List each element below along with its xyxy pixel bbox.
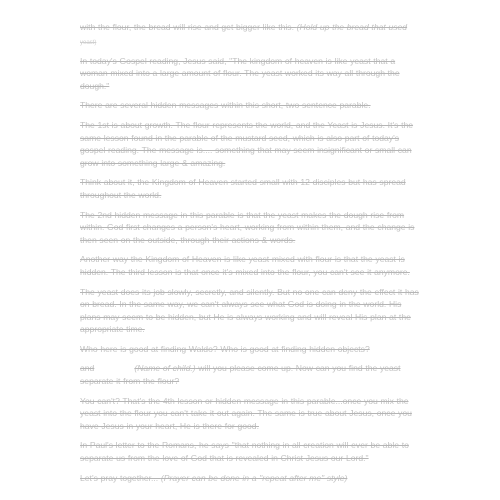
prayer-direction: (Prayer can be done in a "repeat after me" style) (160, 472, 348, 483)
paragraph-growth: The 1st is about growth. The flour represents the world, and the Yeast is Jesus. It's the same lesson found in the parable of the mustard seed, which is also part of today's gospel reading. The message is.... something that may seem insignificant or small can grow into something large & amazing. (80, 119, 414, 168)
paragraph-child-volunteer (80, 362, 422, 387)
yeast-note: yeast) (80, 39, 97, 46)
paragraph-gospel-reading: In today's Gospel reading, Jesus said, "The kingdom of heaven is like yeast that a woman mixed into a large amount of flour. The yeast worked its way all through the dough." (80, 55, 400, 91)
child-volunteer-and: and (80, 363, 95, 374)
prayer-text: Let's pray together... (80, 472, 161, 483)
bread-intro-text: with the flour, the bread will rise and get bigger like this. (80, 22, 297, 32)
paragraph-romans: In Paul's letter to the Romans, he says "that nothing in all creation will ever be able to separate us from the love of God that is revealed in Christ Jesus our Lord." (80, 440, 409, 464)
paragraph-disciples: Think about it, the Kingdom of Heaven started small with 12 disciples but has spread throughout the world. (80, 177, 406, 200)
name-blank (94, 362, 134, 375)
paragraph-bread-intro (80, 21, 422, 34)
paragraph-yeast-silent: The yeast does its job slowly, secretly, and silently. But no one can deny the effect it has on bread. In the same way, we can't always see what God is doing in the world. His plans may seem to be hidden, but He is always working and will reveal His plan at the appropriate time. (80, 286, 419, 335)
bread-stage-direction: (Hold up the bread that used (296, 22, 408, 32)
paragraph-yeast-hidden: Another way the Kingdom of Heaven is like yeast mixed with flour is that the yeast is hidden. The third lesson is that once it's mixed into the flour, you can't see it anymore. (80, 254, 410, 277)
paragraph-hidden-messages: There are several hidden messages within this short, two sentence parable. (80, 100, 371, 111)
child-volunteer-text: will you please come up. Now can you find the yeast separate it from the flour? (80, 363, 401, 387)
paragraph-fourth-lesson: You can't? That's the 4th lesson or hidden message in this parable...once you mix the yeast into the flour you can't take it out again. The same is true about Jesus, once you have Jesus in your heart, He is there for good. (80, 395, 412, 431)
paragraph-rise-within: The 2nd hidden message in this parable is that the yeast makes the dough rise from within. God first changes a person's heart, working from within them, and the change is then seen on the outside, through their actions & words. (80, 209, 415, 245)
paragraph-waldo: Who here is good at finding Waldo? Who is good at finding hidden objects? (80, 343, 370, 354)
child-name-placeholder: (Name of child.) (134, 363, 196, 374)
paragraph-prayer (80, 472, 422, 485)
